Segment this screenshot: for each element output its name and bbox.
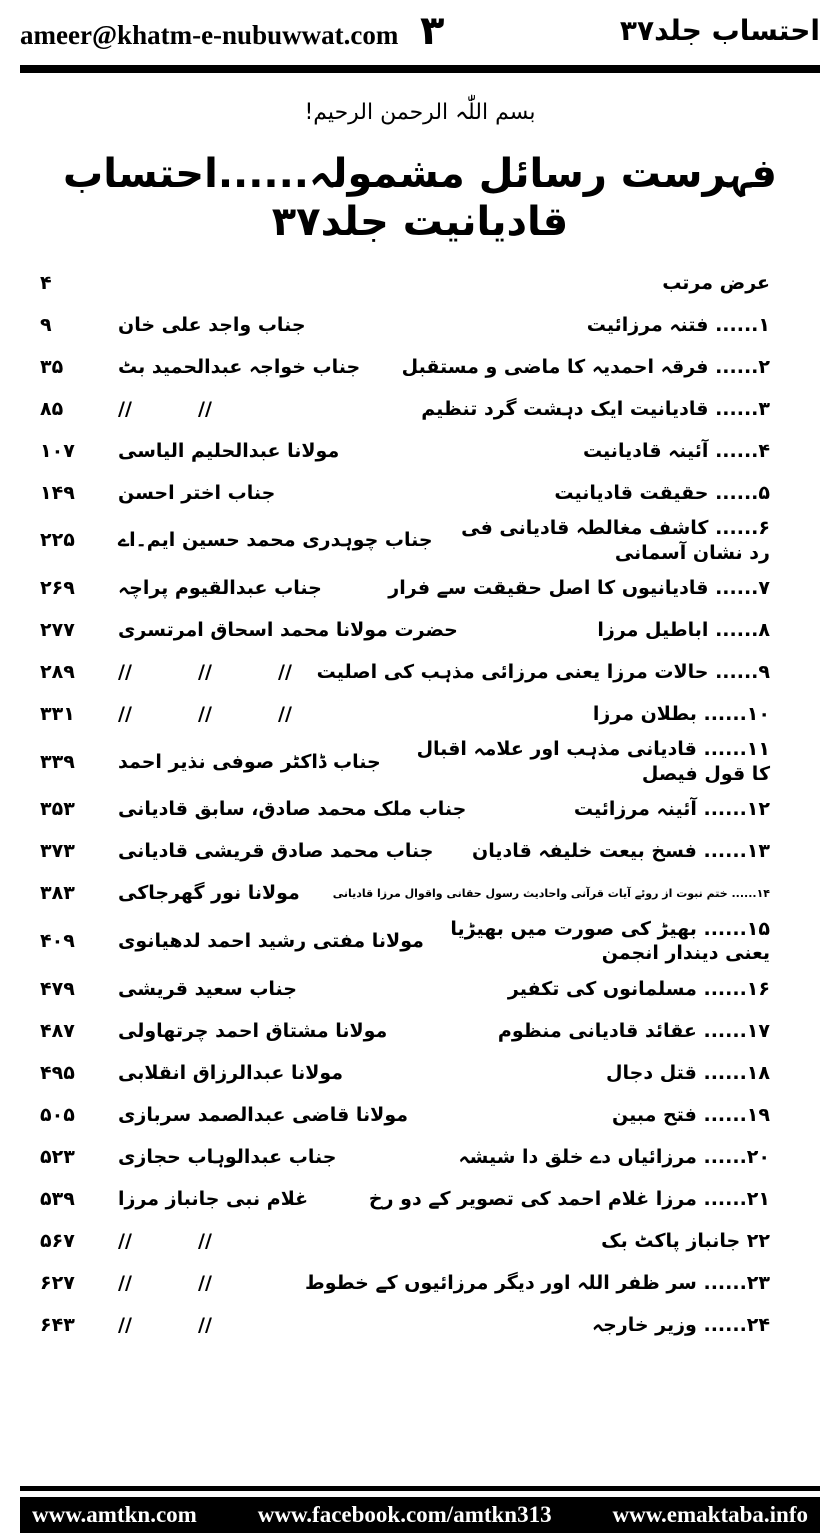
toc-number: ۱۱...... (703, 738, 770, 761)
toc-title (230, 1313, 770, 1338)
toc-author: مولانا قاضی عبدالصمد سربازی (118, 1103, 409, 1126)
toc-author: // // // (118, 661, 292, 684)
toc-author: جناب اختر احسن (118, 481, 276, 504)
toc-title (442, 917, 770, 966)
toc-author: جناب ڈاکٹر صوفی نذیر احمد (118, 750, 381, 773)
toc-author: // // (118, 397, 212, 420)
toc-title-text: فرقہ احمدیہ کا ماضی و مستقبل (401, 355, 709, 378)
toc-title-text: فسخ بیعت خلیفہ قادیان (471, 840, 697, 863)
toc-title-text: مرزائیاں دے خلق دا شیشہ (458, 1145, 697, 1168)
toc-number: ۱۰...... (703, 703, 770, 726)
toc-page: ۲۸۹ (40, 661, 75, 684)
toc-page: ۲۲۵ (40, 529, 75, 552)
toc-title-text: قادیانیوں کا اصل حقیقت سے فرار (388, 577, 709, 600)
toc-page: ۳۷۳ (40, 840, 75, 863)
toc-row (40, 1220, 770, 1262)
toc-page: ۱۴۹ (40, 481, 75, 504)
toc-page: ۴۰۹ (40, 930, 75, 953)
toc-row (40, 735, 770, 788)
toc-title (340, 576, 770, 601)
toc-row (40, 873, 770, 915)
footer-link-facebook[interactable]: www.facebook.com/amtkn313 (257, 1502, 552, 1527)
toc-title-text: عقائد قادیانی منظوم (497, 1019, 697, 1042)
toc-title-text: کاشف مغالطہ قادیانی فی رد نشان آسمانی (461, 517, 770, 564)
footer-link-amtkn[interactable]: www.amtkn.com (32, 1502, 197, 1527)
toc-title (326, 1187, 770, 1212)
toc-author: حضرت مولانا محمد اسحاق امرتسری (118, 619, 458, 642)
toc-author: جناب سعید قریشی (118, 977, 297, 1000)
toc-number: ۳...... (715, 397, 770, 420)
toc-row (40, 831, 770, 873)
toc-number: ۱۲...... (703, 798, 770, 821)
toc-row (40, 609, 770, 651)
toc-row (40, 430, 770, 472)
toc-row (40, 1304, 770, 1346)
toc-page: ۸۵ (40, 397, 64, 420)
toc-number: ۲...... (715, 355, 770, 378)
table-of-contents (40, 262, 770, 1346)
toc-title-text: اباطیل مرزا (597, 619, 709, 642)
toc-title (310, 660, 770, 685)
footer-band (20, 1497, 820, 1533)
toc-author: جناب ملک محمد صادق، سابق قادیانی (118, 798, 467, 821)
toc-number: ۶...... (715, 517, 770, 539)
toc-number: ۲۴...... (703, 1313, 770, 1336)
toc-author: جناب واجد علی خان (118, 313, 306, 336)
toc-title-text: آئینہ مرزائیت (573, 798, 697, 821)
toc-title-text: سر ظفر اللہ اور دیگر مرزائیوں کے خطوط (305, 1271, 697, 1294)
toc-number: ۱۴...... (731, 886, 770, 900)
header-email: ameer@khatm-e-nubuwwat.com (20, 20, 399, 50)
toc-row (40, 304, 770, 346)
toc-title-text: فتنہ مرزائیت (586, 313, 709, 336)
toc-title (426, 1103, 770, 1128)
toc-author: جناب عبدالوہاب حجازی (118, 1145, 337, 1168)
toc-title (324, 313, 770, 338)
toc-number: ۲۱...... (703, 1187, 770, 1210)
toc-title-text: قتل دجال (606, 1061, 697, 1084)
toc-number: ۲۰...... (703, 1145, 770, 1168)
toc-row (40, 567, 770, 609)
toc-number: ۱۷...... (703, 1019, 770, 1042)
toc-page: ۲۶۹ (40, 577, 75, 600)
toc-author: مولانا عبدالرزاق انقلابی (118, 1061, 344, 1084)
toc-author: مولانا عبدالحلیم الیاسی (118, 439, 340, 462)
toc-number: ۸...... (715, 619, 770, 642)
toc-author: غلام نبی جانباز مرزا (118, 1187, 309, 1210)
toc-page: ۲۷۷ (40, 619, 75, 642)
toc-page: ۴۷۹ (40, 977, 75, 1000)
toc-intro-row (40, 262, 770, 304)
toc-row (40, 472, 770, 514)
toc-intro-page: ۴ (40, 271, 52, 294)
toc-title-text: ختم نبوت از روئے آیات قرآنی واحادیث رسول حقانی واقوال مرزا قادیانی (332, 886, 728, 900)
toc-page: ۴۸۷ (40, 1019, 75, 1042)
header-page-number: ۳ (420, 8, 445, 54)
toc-title (361, 1061, 770, 1086)
toc-page: ۳۳۹ (40, 750, 75, 773)
toc-title-text: حالات مرزا یعنی مرزائی مذہب کی اصلیت (316, 661, 709, 684)
toc-title-text: بھیڑ کی صورت میں بھیڑیا یعنی دیندار انجمن (450, 917, 770, 965)
toc-title (378, 355, 770, 380)
toc-row (40, 968, 770, 1010)
header-volume: احتساب جلد۳۷ (619, 14, 820, 47)
toc-row (40, 1262, 770, 1304)
toc-number: ۴...... (715, 439, 770, 462)
toc-author: // // (118, 1313, 212, 1336)
toc-row (40, 915, 770, 968)
toc-author: جناب عبدالقیوم پراچہ (118, 577, 322, 600)
toc-author: جناب چوہدری محمد حسین ایم۔اے (118, 529, 433, 552)
toc-author: جناب خواجہ عبدالحمید بٹ (118, 355, 361, 378)
toc-title (405, 1019, 770, 1044)
toc-page: ۱۰۷ (40, 439, 75, 462)
toc-page: ۳۵ (40, 355, 64, 378)
toc-number: ۱۳...... (703, 840, 770, 863)
bismillah: بسم اللّٰہ الرحمن الرحیم! (304, 100, 536, 125)
toc-author: // // // (118, 703, 292, 726)
toc-author: مولانا مشتاق احمد چرتھاولی (118, 1019, 388, 1042)
toc-page: ۳۸۳ (40, 882, 75, 905)
toc-author: // // (118, 1271, 212, 1294)
toc-row (40, 1094, 770, 1136)
toc-title (293, 481, 770, 506)
toc-number: ۷...... (715, 577, 770, 600)
toc-title (451, 839, 770, 864)
toc-page: ۶۴۳ (40, 1313, 75, 1336)
toc-title-text: قادیانی مذہب اور علامہ اقبال کا قول فیصل (416, 738, 770, 786)
toc-title-text: بطلان مرزا (592, 703, 697, 726)
toc-title (318, 887, 770, 901)
toc-row (40, 514, 770, 567)
toc-number: ۲۳...... (703, 1271, 770, 1294)
toc-number: ۵...... (715, 481, 770, 504)
footer-link-emaktaba[interactable]: www.emaktaba.info (612, 1502, 808, 1527)
toc-number: ۱...... (715, 313, 770, 336)
toc-title (230, 1229, 770, 1254)
toc-row (40, 651, 770, 693)
header-rule (20, 65, 820, 73)
toc-title (230, 397, 770, 422)
toc-row (40, 388, 770, 430)
toc-page: ۳۵۳ (40, 798, 75, 821)
toc-title-text: مسلمانوں کی تکفیر (507, 977, 697, 1000)
toc-title-text: حقیقت قادیانیت (554, 481, 709, 504)
toc-page: ۳۳۱ (40, 703, 75, 726)
toc-title (476, 618, 770, 643)
toc-title (399, 737, 770, 786)
toc-title-text: جانباز پاکٹ بک (601, 1229, 741, 1252)
toc-number: ۱۵...... (703, 917, 770, 940)
toc-title-text: قادیانیت ایک دہشت گرد تنظیم (421, 397, 709, 420)
toc-title (451, 516, 770, 565)
toc-row (40, 346, 770, 388)
toc-row (40, 1178, 770, 1220)
toc-author: // // (118, 1229, 212, 1252)
toc-title (354, 1145, 770, 1170)
toc-number: ۲۲ (746, 1229, 770, 1252)
toc-title (315, 977, 770, 1002)
toc-author: جناب محمد صادق قریشی قادیانی (118, 840, 434, 863)
toc-page: ۹ (40, 313, 52, 336)
toc-number: ۹...... (715, 661, 770, 684)
toc-number: ۱۹...... (703, 1103, 770, 1126)
toc-row (40, 1010, 770, 1052)
toc-row (40, 693, 770, 735)
toc-number: ۱۶...... (703, 977, 770, 1000)
toc-page: ۵۶۷ (40, 1229, 75, 1252)
toc-author: مولانا مفتی رشید احمد لدھیانوی (118, 930, 424, 953)
page-title: فہرست رسائل مشمولہ......احتساب قادیانیت جلد۳۷ (63, 151, 777, 245)
toc-number: ۱۸...... (703, 1061, 770, 1084)
toc-title-text: فتح مبین (611, 1103, 697, 1126)
toc-title-text: مرزا غلام احمد کی تصویر کے دو رخ (368, 1187, 697, 1210)
toc-row (40, 789, 770, 831)
footer-rule (20, 1486, 820, 1491)
toc-title (310, 702, 770, 727)
toc-page: ۵۲۳ (40, 1145, 75, 1168)
toc-title (230, 1271, 770, 1296)
toc-page: ۴۹۵ (40, 1061, 75, 1084)
toc-page: ۵۳۹ (40, 1187, 75, 1210)
toc-title (357, 439, 770, 464)
toc-title-text: وزیر خارجہ (591, 1313, 697, 1336)
toc-intro-title: عرض مرتب (662, 271, 770, 294)
toc-title (484, 797, 770, 822)
toc-title-text: آئینہ قادیانیت (582, 439, 709, 462)
toc-page: ۶۲۷ (40, 1271, 75, 1294)
toc-author: مولانا نور گھرجاکی (118, 882, 300, 905)
toc-row (40, 1136, 770, 1178)
toc-row (40, 1052, 770, 1094)
toc-page: ۵۰۵ (40, 1103, 75, 1126)
